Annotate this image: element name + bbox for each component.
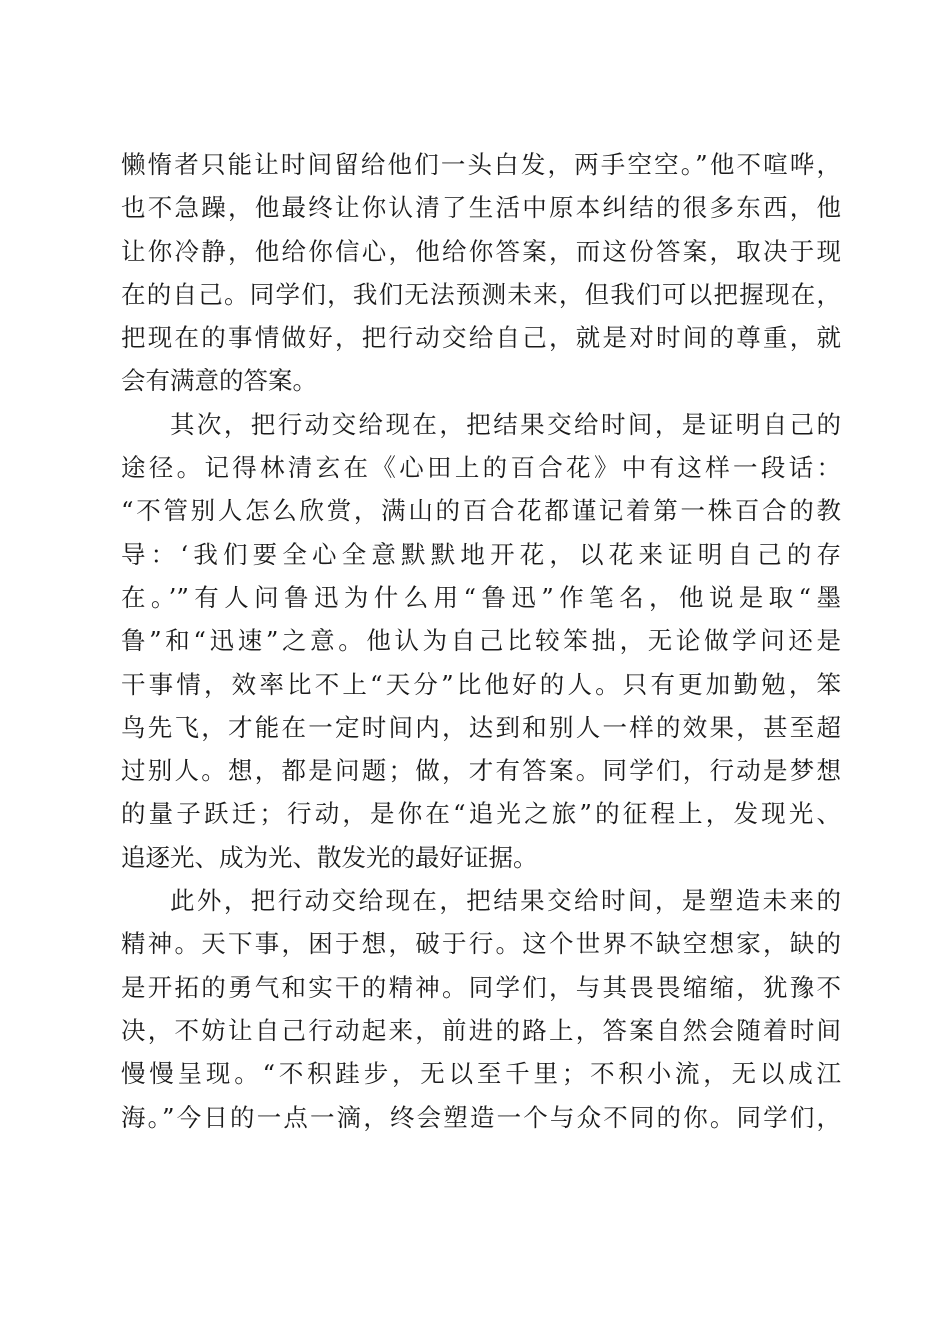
text-line: 其次，把行动交给现在，把结果交给时间，是证明自己的 [170,409,841,439]
text-line: 会有满意的答案。 [121,366,317,396]
text-line: 此外，把行动交给现在，把结果交给时间，是塑造未来的 [170,886,841,916]
text-line: 懒惰者只能让时间留给他们一头白发，两手空空。”他不喧哗， [121,150,841,179]
text-line: 途径。记得林清玄在《心田上的百合花》中有这样一段话： [121,453,841,483]
text-line: 追逐光、成为光、散发光的最好证据。 [121,842,538,872]
paragraph-2 [121,403,841,879]
text-line: 在。’”有人问鲁迅为什么用“鲁迅”作笔名，他说是取“墨 [121,582,841,612]
text-line: 是开拓的勇气和实干的精神。同学们，与其畏畏缩缩，犹豫不 [121,972,841,1002]
document-body [121,143,841,1139]
text-line: 海。”今日的一点一滴，终会塑造一个与众不同的你。同学们， [121,1102,841,1132]
text-line: 干事情，效率比不上“天分”比他好的人。只有更加勤勉，笨 [121,669,841,699]
text-line: 在的自己。同学们，我们无法预测未来，但我们可以把握现在， [121,279,841,309]
text-line: 慢慢呈现。“不积跬步，无以至千里；不积小流，无以成江 [121,1059,841,1089]
text-line: 过别人。想，都是问题；做，才有答案。同学们，行动是梦想 [121,756,841,786]
text-line: 让你冷静，他给你信心，他给你答案，而这份答案，取决于现 [121,236,841,266]
text-line: 把现在的事情做好，把行动交给自己，就是对时间的尊重，就 [121,323,841,353]
paragraph-1 [121,143,841,403]
text-line: 也不急躁，他最终让你认清了生活中原本纠结的很多东西，他 [121,193,841,223]
text-line: 决，不妨让自己行动起来，前进的路上，答案自然会随着时间 [121,1015,841,1045]
text-line: “不管别人怎么欣赏，满山的百合花都谨记着第一株百合的教 [121,496,841,526]
text-line: 精神。天下事，困于想，破于行。这个世界不缺空想家，缺的 [121,929,841,959]
text-line: 鲁”和“迅速”之意。他认为自己比较笨拙，无论做学问还是 [121,626,841,656]
text-line: 导：‘我们要全心全意默默地开花，以花来证明自己的存 [121,539,841,569]
paragraph-3 [121,879,841,1139]
text-line: 的量子跃迁；行动，是你在“追光之旅”的征程上，发现光、 [121,799,841,829]
text-line: 鸟先飞，才能在一定时间内，达到和别人一样的效果，甚至超 [121,712,841,742]
